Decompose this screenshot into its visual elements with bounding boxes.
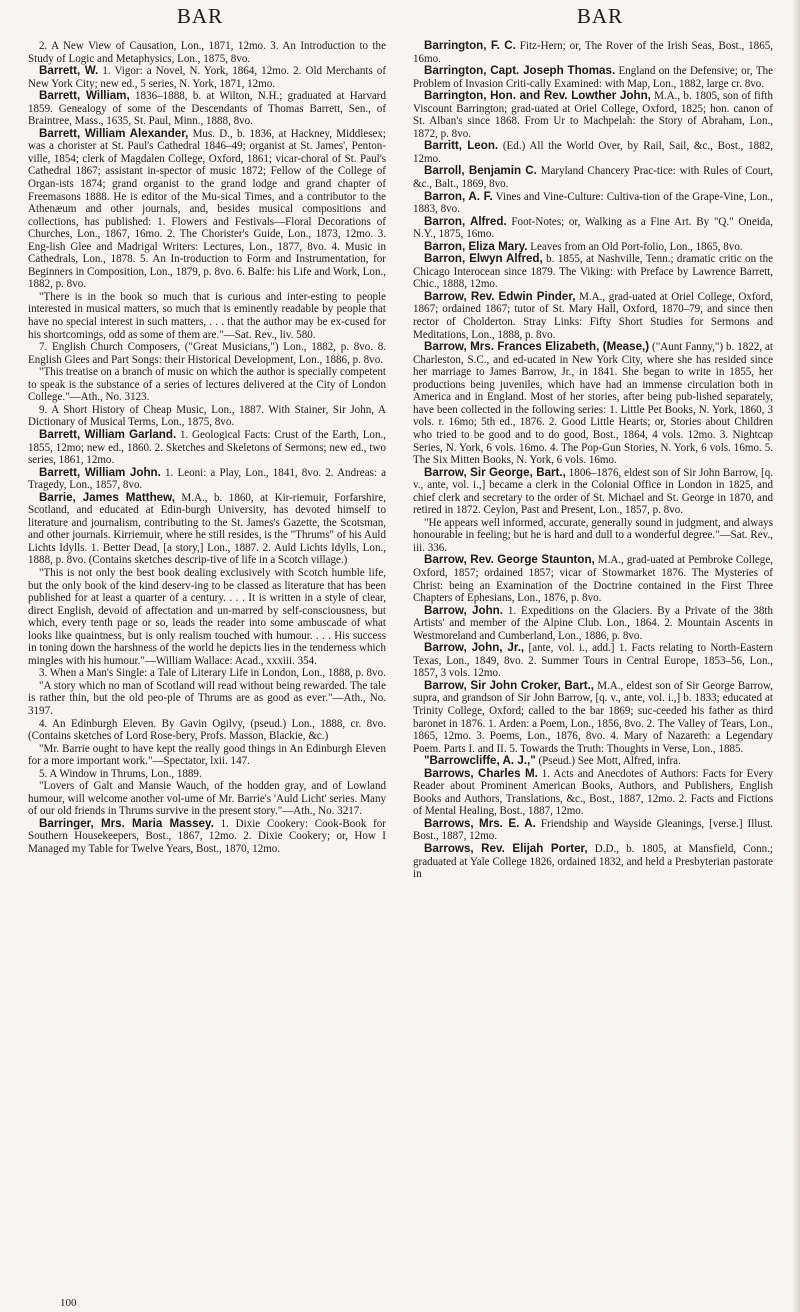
entry-continuation: 5. A Window in Thrums, Lon., 1889. xyxy=(39,767,202,780)
entry-headword: Barrett, William, xyxy=(39,89,130,103)
entry-headword: Barron, Elwyn Alfred, xyxy=(424,252,543,266)
dictionary-entry xyxy=(413,843,773,881)
entry-headword: Barringer, Mrs. Maria Massey. xyxy=(39,816,214,830)
entry-headword: Barrows, Mrs. E. A. xyxy=(424,816,536,830)
dictionary-entry xyxy=(28,90,386,128)
entry-headword: Barrow, John, Jr., xyxy=(424,641,525,655)
entry-headword: Barrett, W. xyxy=(39,64,99,78)
dictionary-entry xyxy=(413,467,773,517)
dictionary-entry xyxy=(413,768,773,818)
entry-text: 2. A New View of Causation, Lon., 1871, 12mo. 3. An Introduction to the Study of Logic and Metaphysics, Lon., 1875, 8vo. xyxy=(28,40,386,65)
entry-quotation: "Lovers of Galt and Mansie Wauch, of the hodden gray, and of Lowland humour, will welcome another vol-ume of Mr. Barrie's 'Auld Licht' series. Many of our old friends in Thrums survive in the present story."—Ath., No. 3217. xyxy=(28,780,386,818)
entry-text: M.A., eldest son of Sir George Barrow, supra, and grandson of Sir John Barrow, [q. v., ante, vol. i.,] b. 1833; educated at Trinity College, Oxford; called to the bar 1869; suc-ceeded his father as third baronet in 1876. 1. Arden: a Poem, Lon., 1856, 8vo. 2. The Valley of Tears, Lon., 1865, 12mo. 3. Poems, Lon., 1876, 8vo. 4. Mary of Nazareth: a Legendary Poem. Parts I. and II. 5. Towards the Truth: Thoughts in Verse, Lon., 1885. xyxy=(413,679,773,755)
dictionary-entry xyxy=(413,40,773,65)
right-column xyxy=(413,40,773,881)
entry-text: M.A., b. 1805, son of fifth Viscount Barrington; grad-uated at Oriel College, Oxford, 1825; hon. canon of St. Alban's since 1868. From Ur to Machpelah: the Story of Abraham, Lon., 1872, p. 8vo. xyxy=(413,90,774,140)
entry-text: M.A., grad-uated at Oriel College, Oxford, 1867; ordained 1867; tutor of St. Mary Hall, Oxford, 1870–79, and since then rector of Cholderton. Stray Links: Fifty Short Studies for Sermons and Meditations, Lon., 1888, p. 8vo. xyxy=(413,290,774,341)
entry-text: Leaves from an Old Port-folio, Lon., 1865, 8vo. xyxy=(530,240,743,253)
entry-text: (Ed.) All the World Over, by Rail, Sail, &c., Bost., 1882, 12mo. xyxy=(413,140,773,165)
dictionary-entry xyxy=(413,191,773,216)
entry-headword: Barron, Alfred. xyxy=(424,214,507,228)
entry-text: 1. Leoni: a Play, Lon., 1841, 8vo. 2. Andreas: a Tragedy, Lon., 1857, 8vo. xyxy=(28,466,387,492)
entry-text: D.D., b. 1805, at Mansfield, Conn.; graduated at Yale College 1826, ordained 1832, and held a Presbyterian pastorate in xyxy=(413,843,773,881)
entry-text: (Pseud.) See Mott, Alfred, infra. xyxy=(538,755,681,768)
dictionary-entry xyxy=(413,680,773,755)
entry-text: ("Aunt Fanny,") b. 1822, at Charleston, S.C., and ed-ucated in New York City, where she has resided since her marriage to James Barrow, Jr., in 1841. She began to write in 1855, her productions being juveniles, which have had an immense circulation both in America and in England. Most of her stories, after being pub-lished separately, have been collected in the following series: 1. Little Pet Books, N. York, 1860, 3 vols. r. 16mo; 5th ed., 1876. 2. Good Little Hearts; or, Stories about Children who tried to be good and to do good, Bost., 1864, 4 vols. 12mo. 3. Nightcap Series, N. York, 6 vols. 16mo. 4. The Pop-Gun Stories, N. York, 6 vols. 16mo. 5. The Six Mitten Books, N. York, 6 vols. 16mo. xyxy=(413,341,774,467)
dictionary-entry xyxy=(413,140,773,165)
entry-continuation: 9. A Short History of Cheap Music, Lon., 1887. With Stainer, Sir John, A Dictionary of Musical Terms, Lon., 1875, 8vo. xyxy=(28,403,386,429)
dictionary-entry xyxy=(413,291,773,341)
running-head-right: BAR xyxy=(576,4,624,28)
dictionary-entry xyxy=(413,554,773,604)
entry-headword: Barrow, Rev. Edwin Pinder, xyxy=(424,289,576,303)
dictionary-entry xyxy=(28,40,386,65)
running-head-left: BAR xyxy=(176,4,224,28)
entry-headword: Barrington, Hon. and Rev. Lowther John, xyxy=(424,89,651,103)
entry-text: M.A., b. 1860, at Kir-riemuir, Forfarshire, Scotland, and educated at Edin-burgh University, has devoted himself to literature and journalism, contributing to the St. James's Gazette, the Scotsman, and other journals. Kirriemuir, where he still resides, is the "Thrums" of his Auld Lichts Idylls. 1. Better Dead, [a story,] Lon., 1887. 2. Auld Lichts Idylls, Lon., 1888, p. 8vo. (Contains sketches descrip-tive of life in a Scotch village.) xyxy=(28,491,386,567)
dictionary-entry xyxy=(413,818,773,843)
entry-text: 1. Geological Facts: Crust of the Earth, Lon., 1855, 12mo; new ed., 1860. 2. Sketches and Skeletons of Sermons; new ed., two series, 1861, 12mo. xyxy=(28,428,387,467)
entry-text: 1. Acts and Anecdotes of Authors: Facts for Every Reader about Prominent American Books, Authors, and Publishers, English Books and Authors, Translations, &c., Bost., 1887, 12mo. 2. Facts and Fictions of Mental Healing, Bost., 1887, 12mo. xyxy=(413,767,774,818)
entry-continuation: 4. An Edinburgh Eleven. By Gavin Ogilvy, (pseud.) Lon., 1888, cr. 8vo. (Contains sketches of Lord Rose-bery, Profs. Masson, Blackie, &c.) xyxy=(28,717,386,743)
entry-text: 1836–1888, b. at Wilton, N.H.; graduated at Harvard 1859. Genealogy of some of the Descendants of Thomas Barrett, Sen., of Braintree, Mass., 1635, St. Paul, Minn., 1888, 8vo. xyxy=(28,90,386,128)
entry-headword: Barrington, Capt. Joseph Thomas. xyxy=(424,64,616,78)
entry-headword: Barrows, Charles M. xyxy=(424,766,538,780)
dictionary-entry xyxy=(28,818,386,856)
entry-headword: Barrow, Sir George, Bart., xyxy=(424,465,566,479)
entry-text: 1. Vigor: a Novel, N. York, 1864, 12mo. 2. Old Merchants of New York City; new ed., 5 series, N. York, 1871, 12mo. xyxy=(28,65,386,90)
entry-quotation: "This is not only the best book dealing exclusively with Scotch humble life, but the only book of the kind deserv-ing to be classed as literature that has been published for at least a quarter of a century. . . . It is written in a style of clear, direct English, devoid of affectation and un-marred by self-consciousness, but which, every tenth page or so, leads the reader into some ambuscade of what looks like quaintness, but is only realism touched with humour. . . . His success in toning down the harshness of the world he depicts lies in the tenderness which mingles with his humour."—William Wallace: Acad., xxxiii. 354. xyxy=(28,566,386,667)
entry-headword: Barrow, Sir John Croker, Bart., xyxy=(424,678,595,692)
page-edge-shadow xyxy=(792,0,800,1312)
entry-headword: Barron, A. F. xyxy=(424,189,493,203)
entry-headword: Barrie, James Matthew, xyxy=(39,490,175,504)
entry-continuation: 7. English Church Composers, ("Great Musicians,") Lon., 1882, p. 8vo. 8. English Glees and Part Songs: their Historical Development, Lon., 1886, p. 8vo. xyxy=(28,341,386,366)
entry-headword: Barrow, Rev. George Staunton, xyxy=(424,553,595,567)
entry-text: England on the Defensive; or, The Problem of Invasion Criti-cally Examined: with Map, Lon., 1882, large cr. 8vo. xyxy=(413,65,774,90)
entry-quotation: "A story which no man of Scotland will read without being rewarded. The tale is rather thin, but the old peo-ple of Thrums are as good as ever."—Ath., No. 3197. xyxy=(28,679,386,717)
dictionary-entry xyxy=(413,165,773,190)
entry-text: Fitz-Hern; or, The Rover of the Irish Seas, Bost., 1865, 16mo. xyxy=(413,40,773,65)
dictionary-entry xyxy=(413,642,773,680)
dictionary-entry xyxy=(413,605,773,643)
entry-headword: Barritt, Leon. xyxy=(424,139,499,153)
dictionary-entry xyxy=(413,216,773,241)
entry-continuation: 3. When a Man's Single: a Tale of Literary Life in London, Lon., 1888, p. 8vo. xyxy=(39,667,386,680)
entry-headword: Barrow, John. xyxy=(424,603,503,617)
entry-text: Maryland Chancery Prac-tice: with Rules of Court, &c., Balt., 1869, 8vo. xyxy=(413,165,773,191)
dictionary-entry xyxy=(413,253,773,291)
entry-headword: Barroll, Benjamin C. xyxy=(424,164,537,178)
entry-text: 1806–1876, eldest son of Sir John Barrow, [q. v., ante, vol. i.,] became a clerk in the Colonial Office in London in 1825, and chief clerk and secretary to the order of St. Michael and St. George in 1870, and retired in 1872. Ceylon, Past and Present, Lon., 1857, p. 8vo. xyxy=(413,466,773,517)
left-column xyxy=(28,40,386,856)
dictionary-entry xyxy=(413,90,773,140)
entry-headword: Barrett, William Garland. xyxy=(39,427,177,441)
entry-text: 1. Expeditions on the Glaciers. By a Private of the 38th Artists' and member of the Alpine Club. Lon., 1864. 2. Mountain Ascents in Westmoreland and Cumberland, Lon., 1886, p. 8vo. xyxy=(413,604,773,642)
entry-text: Foot-Notes; or, Walking as a Fine Art. By "Q." Oneida, N.Y., 1875, 16mo. xyxy=(413,215,773,241)
entry-quotation: "There is in the book so much that is curious and inter-esting to people interested in musical matters, so much that is eminently readable by people that have no special interest in such matters, . . . that the author may be ex-cused for his shortcomings, odd as some of them are."—Sat. Rev., liv. 580. xyxy=(28,290,386,341)
entry-text: Vines and Vine-Culture: Cultiva-tion of the Grape-Vine, Lon., 1883, 8vo. xyxy=(413,190,773,216)
entry-headword: Barrett, William John. xyxy=(39,465,161,479)
entry-text: M.A., grad-uated at Pembroke College, Oxford, 1857; ordained 1857; vicar of Stowmarket 1876. The Mysteries of Christ: being an Examination of the Doctrine contained in the First Three Chapters of Ephesians, Lon., 1876, p. 8vo. xyxy=(413,554,773,605)
entry-quotation: "He appears well informed, accurate, generally sound in judgment, and always honourable in feeling; but he is hard and dull to a wonderful degree."—Sat. Rev., iii. 336. xyxy=(413,516,773,554)
page-number: 100 xyxy=(60,1297,77,1309)
entry-headword: Barrett, William Alexander, xyxy=(39,126,189,140)
entry-quotation: "This treatise on a branch of music on which the author is specially competent to speak is the substance of a series of lectures delivered at the City of London College."—Ath., No. 3123. xyxy=(28,366,386,404)
entry-headword: Barrington, F. C. xyxy=(424,39,516,52)
running-head xyxy=(0,4,800,34)
entry-text: Friendship and Wayside Gleanings, [verse.] Illust. Bost., 1887, 12mo. xyxy=(413,817,773,843)
entry-headword: Barrow, Mrs. Frances Elizabeth, (Mease,) xyxy=(424,340,650,354)
dictionary-entry xyxy=(28,467,386,492)
entry-text: Mus. D., b. 1836, at Hackney, Middlesex; was a chorister at St. Paul's Cathedral 1846–49; organist at St. James', Penton-ville, 1854; clerk of Magdalen College, Oxford, 1861; vicar-choral of St. Paul's Cathedral 1867; assistant in-spector of music 1872; Fellow of the College of Organ-ists 1874; grand organist to the grand lodge and grand chapter of Freemasons 1888. He is editor of the Mu-sical Times, and a contributor to the Athenæum and other journals, and, besides musical compositions and collections, has published: 1. Flowers and Festivals—Floral Decorations of Churches, Lon., 1867, 16mo. 2. The Chorister's Guide, Lon., 1873, 12mo. 3. Eng-lish Glee and Madrigal Writers: Lectures, Lon., 1877, 8vo. 4. Music in Cathedrals, Lon., 1878. 5. An In-troduction to Form and Instrumentation, for Beginners in Composition, Lon., 1879, p. 8vo. 6. Balfe: his Life and Work, Lon., 1882, p. 8vo. xyxy=(28,127,386,291)
dictionary-entry xyxy=(413,341,773,466)
dictionary-entry xyxy=(413,65,773,90)
entry-headword: Barrows, Rev. Elijah Porter, xyxy=(424,842,588,855)
entry-quotation: "Mr. Barrie ought to have kept the really good things in An Edinburgh Eleven for a more important work."—Spectator, lxii. 147. xyxy=(28,742,386,768)
dictionary-entry xyxy=(28,128,386,291)
entry-text: b. 1855, at Nashville, Tenn.; dramatic critic on the Chicago Interocean since 1879. The Viking: with Preface by Lawrence Barrett, Chic., 1888, 12mo. xyxy=(413,253,773,291)
dictionary-entry xyxy=(28,65,386,90)
dictionary-entry xyxy=(28,429,386,467)
entry-text: 1. Dixie Cookery: Cook-Book for Southern Housekeepers, Bost., 1867, 12mo. 2. Dixie Cookery; or, How I Managed my Table for Twelve Years, Bost., 1870, 12mo. xyxy=(28,817,386,855)
entry-headword: Barron, Eliza Mary. xyxy=(424,239,528,253)
entry-text: [ante, vol. i., add.] 1. Facts relating to North-Eastern Texas, Lon., 1849, 8vo. 2. Summer Tours in Central Europe, 1853–56, Lon., 1857, 3 vols. 12mo. xyxy=(413,642,773,680)
entry-headword: "Barrowcliffe, A. J.," xyxy=(424,754,536,768)
dictionary-entry xyxy=(28,492,386,567)
